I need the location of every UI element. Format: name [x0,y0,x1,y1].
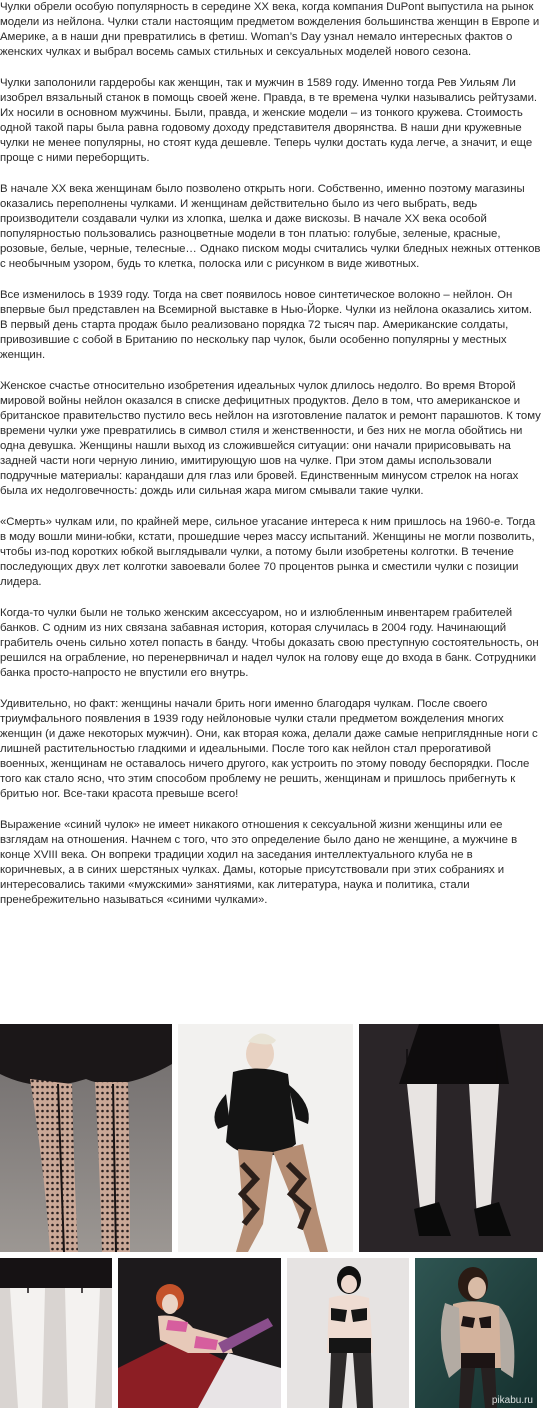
article-paragraph-2: Чулки заполонили гардеробы как женщин, так и мужчин в 1589 году. Именно тогда Рев Уильям Ли изобрел вязальный станок в помощь своей жене. Правда, в те времена чулки назывались рейтузами. Их носили в основном мужчины. Были, правда, и женские модели – из тонкого кружева. Стоимость одной такой пары была равна годовому доходу представителя дворянства. В наши дни кружевные чулки не менее популярны, но стоят куда дешевле. Теперь чулки достать куда легче, а значит, и еще проще с ними переборщить. [0,77,537,164]
pikabu-watermark: pikabu.ru [491,1395,533,1406]
photo-argyle-stockings[interactable] [178,1024,353,1252]
article-paragraph-3: В начале XX века женщинам было позволено открыть ноги. Собственно, именно поэтому магазины оказались переполнены чулками. И женщинам действительно было из чего выбрать, ведь производители создавали чулки из хлопка, шелка и даже вискозы. В начале XX века особой популярностью пользовались разноцветные модели в тон платью: голубые, зеленые, красные, розовые, белые, черные, телесные… Однако писком моды считались чулки бледных нежных оттенков с необычным узором, будь то клетка, полоска или с рисунком в виде животных. [0,183,541,270]
stockings-photo-image [0,1024,172,1252]
lace-lingerie-photo-image [287,1258,409,1408]
photo-patterned-stockings[interactable] [0,1024,172,1252]
article-paragraph-9: Выражение «синий чулок» не имеет никакого отношения к сексуальной жизни женщины или ее взглядам на отношения. Начнем с того, что это определение было дано не женщине, а мужчине в конце XVIII века. Он вопреки традиции ходил на заседания интеллектуального клуба не в коричневых, а в синих шерстяных чулках. Дамы, которые присутствовали при этих собраниях и интересовались такими «мужскими» занятиями, как литература, наука и политика, стали пренебрежительно называться «синими чулками». [0,819,518,906]
photo-pink-lingerie[interactable] [118,1258,281,1408]
pink-lingerie-photo-image [118,1258,281,1408]
fur-stole-photo-image [415,1258,537,1408]
argyle-photo-image [178,1024,353,1252]
photo-gallery-row-2 [0,1258,543,1408]
photo-white-garter-stockings[interactable] [0,1258,112,1408]
photo-fur-stole-lingerie[interactable] [415,1258,537,1408]
article-paragraph-7: Когда-то чулки были не только женским аксессуаром, но и излюбленным инвентарем грабителей банков. С одним из них связана забавная история, которая случилась в 2004 году. Начинающий грабитель очень сильно хотел попасть в банду. Чтобы доказать свою преступную состоятельность, он решился на ограбление, но перенервничал и надел чулок на голову еще до входа в банк. Сотрудники банка просто-напросто не впустили его внутрь. [0,607,539,679]
photo-white-stockings-heels[interactable] [359,1024,543,1252]
article-paragraph-8: Удивительно, но факт: женщины начали брить ноги именно благодаря чулкам. После своего триумфального появления в 1939 году нейлоновые чулки стали предметом вожделения многих женщин (и даже некоторых мужчин). Они, как вторая кожа, делали даже самые непригляднные ноги с лишней растительностью гладкими и идеальными. После того как нейлон стал прерогативой военных, женщинам не оставалось ничего другого, как устроить по этому поводу беспорядки. После того как стало ясно, что этим способом проблему не решить, женщинам и пришлось прибегнуть к бритью ног. Все-таки красота превыше всего! [0,698,538,800]
photo-black-lace-lingerie[interactable] [287,1258,409,1408]
garter-photo-image [0,1258,112,1408]
article-paragraph-5: Женское счастье относительно изобретения идеальных чулок длилось недолго. Во время Второй мировой войны нейлон оказался в списке дефицитных продуктов. Дело в том, что американское и британское правительство пустило весь нейлон на изготовление палаток и ремонт парашютов. К тому времени чулки уже превратились в символ стиля и женственности, и без них не могла обойтись ни одна девушка. Женщины нашли выход из сложившейся ситуации: они начали пририсовывать на задней части ноги черную линию, имитирующую шов на чулке. При этом дамы использовали подручные материалы: карандаши для глаз или бровей. Единственным минусом стрелок на ногах была их недолговечность: дождь или сильная жара мигом смывали такие чулки. [0,380,541,497]
white-stockings-photo-image [359,1024,543,1252]
article-paragraph-1: Чулки обрели особую популярность в середине XX века, когда компания DuPont выпустила на рынок модели из нейлона. Чулки стали настоящим предметом вожделения большинства женщин в Европе и Америке, а в наши дни превратились в фетиш. Woman’s Day узнал немало интересных фактов о женских чулках и выбрал восемь самых стильных и сексуальных моделей нового сезона. [0,1,540,58]
article-paragraph-4: Все изменилось в 1939 году. Тогда на свет появилось новое синтетическое волокно – нейлон. Он впервые был представлен на Всемирной выставке в Нью-Йорке. Чулки из нейлона оказались хитом. В первый день старта продаж было реализовано порядка 72 тысяч пар. Американские солдаты, привозившие с собой в Британию по нескольку пар чулок, были особенно популярны у местных женщин. [0,289,533,361]
article-paragraph-6: «Смерть» чулкам или, по крайней мере, сильное угасание интереса к ним пришлось на 1960-е. Тогда в моду вошли мини-юбки, кстати, прошедшие через массу испытаний. Женщины не могли позволить, чтобы из-под коротких юбкой выглядывали чулки, а потому были изобретены колготки. В течение последующих двух лет колготки завоевали более 70 процентов рынка и сместили чулки с позиции лидера. [0,516,536,588]
photo-gallery-row-1 [0,1024,543,1252]
